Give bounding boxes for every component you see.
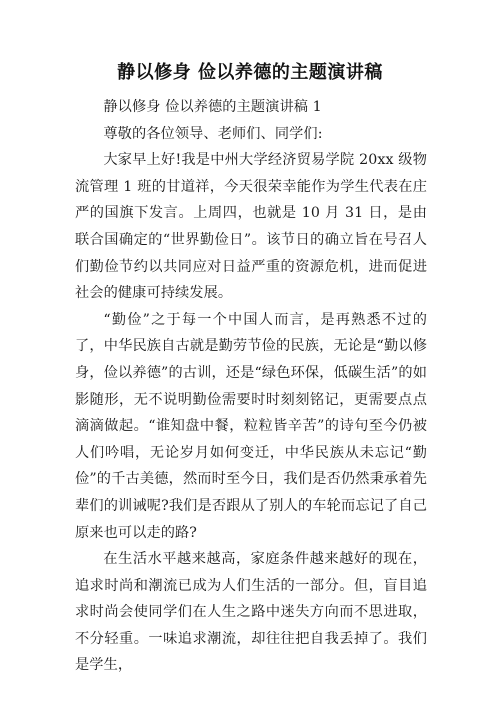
paragraph-fashion: 在生活水平越来越高，家庭条件越来越好的现在，追求时尚和潮流已成为人们生活的一部分。但，盲目追求时尚会使同学们在人生之路中迷失方向而不思进取，不分轻重。一味追求潮流，却往往把自我丢掉了。我们是学生， <box>75 551 427 674</box>
paragraph-greeting: 大家早上好!我是中州大学经济贸易学院 20xx 级物流管理 1 班的甘道祥，今天很荣幸能作为学生代表在庄严的国旗下发言。上周四，也就是 10 月 31 日，是由联合国确定的“世界勤俭日”。该节日的确立旨在号召人们勤俭节约以共同应对日益严重的资源危机，进而促进社会的健康可持续发展。 <box>75 152 427 302</box>
document-body <box>75 94 427 679</box>
paragraph-thrift-virtue: “勤俭”之于每一个中国人而言，是再熟悉不过的了，中华民族自古就是勤劳节俭的民族，无论是“勤以修身，俭以养德”的古训，还是“绿色环保，低碳生活”的如影随形，无不说明勤俭需要时时刻刻铭记，更需要点点滴滴做起。“谁知盘中餐，粒粒皆辛苦”的诗句至今仍被人们吟唱，无论岁月如何变迁，中华民族从未忘记“勤俭”的千古美德，然而时至今日，我们是否仍然秉承着先辈们的训诫呢?我们是否跟从了别人的车轮而忘记了自己原来也可以走的路? <box>75 311 427 541</box>
document-title: 静以修身 俭以养德的主题演讲稿 <box>117 62 383 83</box>
paragraph-salutation: 尊敬的各位领导、老师们、同学们: <box>103 125 323 142</box>
paragraph-subtitle: 静以修身 俭以养德的主题演讲稿 1 <box>103 99 322 115</box>
